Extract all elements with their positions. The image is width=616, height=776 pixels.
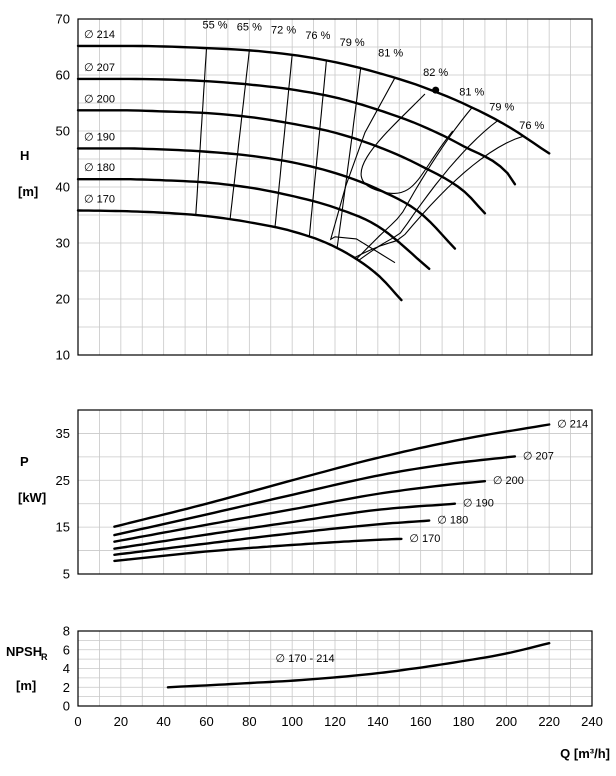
efficiency-label: 81 % xyxy=(459,86,485,99)
efficiency-line xyxy=(309,60,326,236)
efficiency-label: 82 % xyxy=(423,66,449,79)
y-tick-label: 30 xyxy=(55,235,70,251)
y-tick-label: 20 xyxy=(55,291,70,307)
efficiency-label: 79 % xyxy=(489,101,515,114)
x-tick-label: 200 xyxy=(495,714,518,729)
series-line-1 xyxy=(114,425,549,527)
y-axis-unit: [m] xyxy=(16,678,37,693)
y-tick-label: 10 xyxy=(55,347,70,363)
x-tick-label: 0 xyxy=(74,714,82,729)
series-line-6 xyxy=(78,211,401,301)
efficiency-label: 79 % xyxy=(339,36,365,49)
x-tick-label: 180 xyxy=(452,714,475,729)
efficiency-label: 76 % xyxy=(305,29,331,42)
x-tick-label: 240 xyxy=(581,714,603,729)
y-tick-label: 40 xyxy=(55,179,70,195)
efficiency-label: 55 % xyxy=(202,19,228,32)
head-panel xyxy=(18,12,592,363)
efficiency-label: 65 % xyxy=(236,21,262,34)
y-tick-label: 0 xyxy=(62,698,70,714)
power-panel xyxy=(18,410,592,582)
best-efficiency-point xyxy=(432,87,439,94)
series-line-4 xyxy=(78,148,455,248)
series-label: ∅ 190 xyxy=(462,497,494,510)
y-tick-label: 35 xyxy=(55,425,70,441)
x-tick-label: 60 xyxy=(199,714,214,729)
efficiency-label: 76 % xyxy=(519,120,545,133)
y-axis-label-subscript: R xyxy=(41,652,48,662)
efficiency-line xyxy=(275,55,292,227)
x-tick-label: 140 xyxy=(366,714,389,729)
x-tick-label: 160 xyxy=(409,714,432,729)
y-tick-label: 2 xyxy=(62,679,70,695)
x-tick-label: 20 xyxy=(113,714,129,729)
y-tick-label: 4 xyxy=(62,661,70,676)
y-tick-label: 15 xyxy=(55,519,70,535)
x-tick-label: 40 xyxy=(156,714,171,729)
series-label: ∅ 207 xyxy=(84,61,115,74)
efficiency-label: 81 % xyxy=(378,47,404,60)
series-label: ∅ 170 xyxy=(84,193,115,206)
x-tick-label: 80 xyxy=(242,714,257,729)
y-tick-label: 25 xyxy=(55,472,70,488)
series-label: ∅ 214 xyxy=(557,418,589,431)
y-axis-label: H xyxy=(20,148,30,163)
series-label: ∅ 180 xyxy=(437,514,469,527)
series-label: ∅ 207 xyxy=(522,450,554,463)
y-axis-label: NPSH xyxy=(6,644,43,659)
x-tick-label: 100 xyxy=(281,714,304,729)
y-tick-label: 8 xyxy=(62,623,70,639)
x-tick-label: 120 xyxy=(324,714,346,729)
npsh-panel xyxy=(6,624,610,762)
y-axis-label: P xyxy=(20,454,29,469)
efficiency-label: 72 % xyxy=(271,24,297,37)
efficiency-line xyxy=(354,136,523,258)
series-label: ∅ 170 xyxy=(409,532,441,545)
efficiency-line xyxy=(230,50,249,219)
y-axis-unit: [m] xyxy=(18,184,39,199)
series-label: ∅ 200 xyxy=(492,475,524,488)
efficiency-line xyxy=(337,68,361,248)
series-label: ∅ 200 xyxy=(84,93,115,106)
y-tick-label: 70 xyxy=(55,11,70,27)
efficiency-line xyxy=(196,48,207,215)
series-label: ∅ 190 xyxy=(84,131,115,144)
y-axis-unit: [kW] xyxy=(18,490,47,505)
x-axis-label: Q [m³/h] xyxy=(560,746,610,761)
series-label: ∅ 214 xyxy=(84,28,115,41)
series-label: ∅ 170 - 214 xyxy=(275,652,335,665)
series-label: ∅ 180 xyxy=(84,162,115,175)
y-tick-label: 6 xyxy=(62,642,70,658)
x-tick-label: 220 xyxy=(538,714,561,729)
y-tick-label: 50 xyxy=(55,123,70,139)
y-tick-label: 60 xyxy=(55,67,70,83)
y-tick-label: 5 xyxy=(62,566,70,582)
